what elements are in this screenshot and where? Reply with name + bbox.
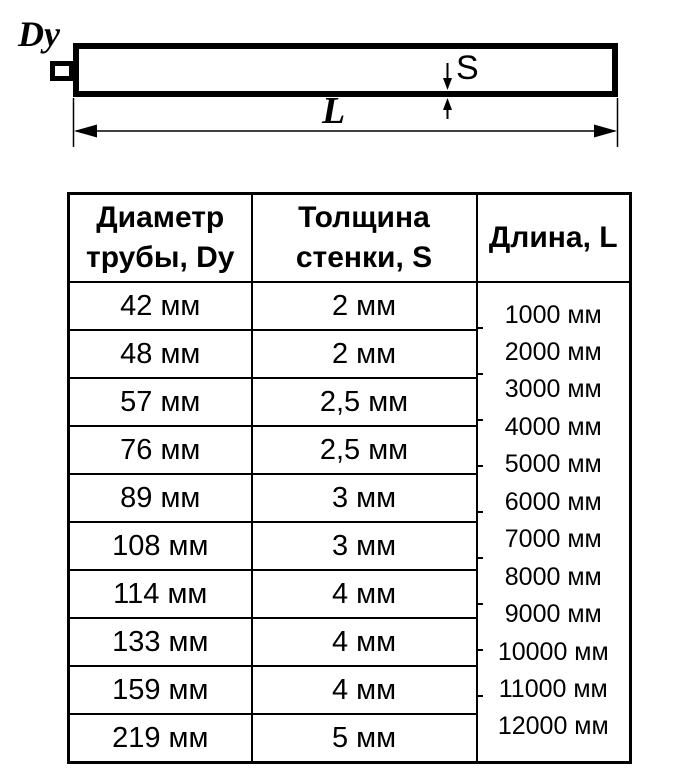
row-divider-tick — [478, 649, 483, 651]
thickness-cell: 4 мм — [252, 618, 477, 666]
length-item: 6000 мм — [504, 487, 602, 516]
length-list-cell — [477, 282, 631, 763]
thickness-cell: 3 мм — [252, 522, 477, 570]
pipe-dimensions-table — [67, 192, 632, 764]
length-item: 10000 мм — [497, 637, 609, 666]
thickness-cell: 2,5 мм — [252, 378, 477, 426]
wall-thickness-label: S — [456, 49, 479, 87]
thickness-cell: 4 мм — [252, 666, 477, 714]
table-row — [69, 282, 631, 330]
length-item: 1000 мм — [504, 300, 602, 329]
row-divider-tick — [478, 327, 483, 329]
length-item: 12000 мм — [497, 712, 609, 741]
row-divider-tick — [478, 557, 483, 559]
header-line: Толщина — [298, 201, 430, 234]
pipe-stub-shape — [53, 64, 72, 79]
row-divider-tick — [478, 603, 483, 605]
length-item: 5000 мм — [504, 450, 602, 479]
pipe-diagram — [0, 0, 681, 180]
length-item: 3000 мм — [504, 375, 602, 404]
thickness-cell: 2,5 мм — [252, 426, 477, 474]
table-header-row — [69, 194, 631, 283]
row-divider-tick — [478, 419, 483, 421]
column-header-thickness — [252, 194, 477, 283]
diameter-cell: 133 мм — [69, 618, 252, 666]
thickness-cell: 2 мм — [252, 330, 477, 378]
row-divider-tick — [478, 373, 483, 375]
length-list — [478, 295, 630, 750]
length-item: 11000 мм — [498, 675, 608, 704]
header-line: стенки, S — [295, 241, 433, 274]
length-item: 7000 мм — [504, 525, 602, 554]
length-item: 4000 мм — [504, 412, 602, 441]
length-item: 9000 мм — [504, 600, 602, 629]
length-item: 2000 мм — [504, 337, 602, 366]
length-dimension-icon — [74, 98, 618, 147]
length-item: 8000 мм — [504, 562, 602, 591]
thickness-cell: 5 мм — [252, 714, 477, 763]
thickness-cell: 4 мм — [252, 570, 477, 618]
diameter-cell: 159 мм — [69, 666, 252, 714]
thickness-cell: 2 мм — [252, 282, 477, 330]
row-divider-tick — [478, 695, 483, 697]
column-header-length: Длина, L — [477, 194, 631, 283]
diameter-cell: 219 мм — [69, 714, 252, 763]
column-header-diameter — [69, 194, 252, 283]
diameter-cell: 76 мм — [69, 426, 252, 474]
thickness-cell: 3 мм — [252, 474, 477, 522]
row-divider-tick — [478, 465, 483, 467]
diameter-cell: 48 мм — [69, 330, 252, 378]
row-divider-tick — [478, 511, 483, 513]
header-line: трубы, Dy — [86, 241, 235, 274]
pipe-body-shape — [76, 46, 615, 94]
diameter-label: Dy — [18, 14, 60, 54]
length-label: L — [322, 90, 346, 132]
header-line: Диаметр — [96, 201, 225, 234]
diameter-cell: 89 мм — [69, 474, 252, 522]
diameter-cell: 57 мм — [69, 378, 252, 426]
diameter-cell: 108 мм — [69, 522, 252, 570]
diameter-cell: 114 мм — [69, 570, 252, 618]
diameter-cell: 42 мм — [69, 282, 252, 330]
